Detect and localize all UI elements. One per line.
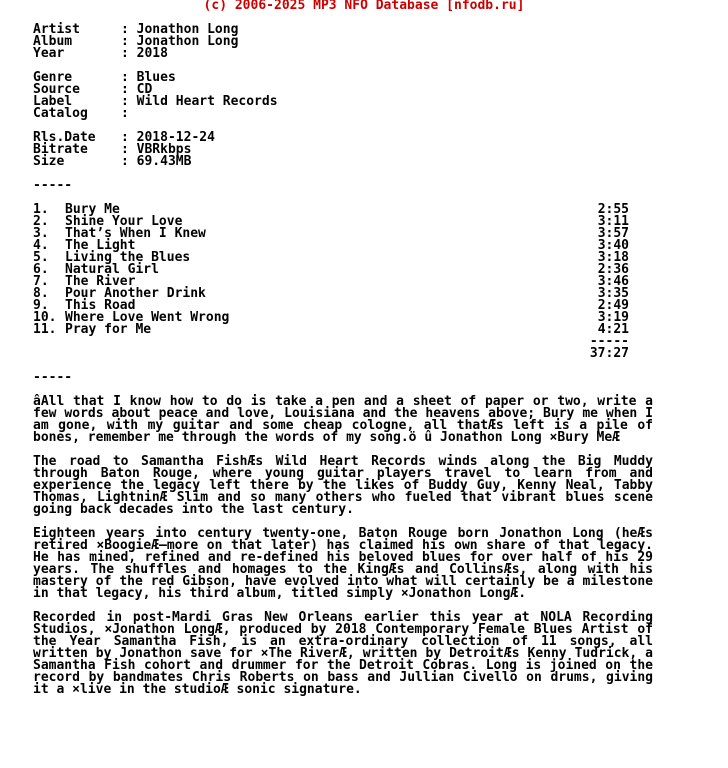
info-colon: : [121, 46, 137, 61]
total-time: 37:27 [589, 346, 629, 361]
info-key: Year [33, 46, 65, 61]
track-duration: 2:49 [597, 298, 629, 313]
source-info-group [33, 72, 673, 120]
info-colon: : [121, 142, 137, 157]
info-key: Source [33, 82, 80, 97]
info-key: Catalog [33, 106, 88, 121]
info-key: Artist [33, 22, 80, 37]
info-colon: : [121, 154, 137, 169]
track-number: 8. [33, 286, 49, 301]
description-paragraph: âAll that I know how to do is take a pen and a sheet of paper or two, write a few words about peace and love, Louisiana and the heavens above; Bury me when I am gone, with my guitar and some cheap cologne, all thatÆs left is a pile of bones, remember me through the words of my song.ö û Jonathon Long ×Bury MeÆ [33, 394, 653, 445]
release-info-group [33, 24, 673, 60]
track-duration: 3:57 [597, 226, 629, 241]
nfo-document [33, 24, 673, 696]
track-title: Natural Girl [65, 262, 159, 277]
info-key: Album [33, 34, 73, 49]
track-title: Living the Blues [65, 250, 191, 265]
track-number: 9. [33, 298, 49, 313]
info-key: Rls.Date [33, 130, 96, 145]
info-key: Label [33, 94, 73, 109]
info-key: Genre [33, 70, 73, 85]
description-paragraph: Eighteen years into century twenty-one, Baton Rouge born Jonathon Long (heÆs retired ×BoogieÆ—more on that later) has claimed his own share of that legacy. He has mined, refined and re-defined his beloved blues for over half of his 29 years. The shuffles and homages to the KingÆs and CollinsÆs, along with his mastery of the red Gibson, have evolved into what will certainly be a milestone in that legacy, his third album, titled simply ×Jonathon LongÆ. [33, 526, 653, 601]
section-separator: ----- [33, 370, 73, 385]
track-number: 7. [33, 274, 49, 289]
track-number: 3. [33, 226, 49, 241]
track-title: The Light [65, 238, 136, 253]
track-title: Where Love Went Wrong [65, 310, 230, 325]
track-number: 6. [33, 262, 49, 277]
section-separator: ----- [33, 178, 73, 193]
track-duration: 2:55 [597, 202, 629, 217]
track-title: Pour Another Drink [65, 286, 206, 301]
tracklist [33, 204, 673, 360]
info-value: Jonathon Long [136, 34, 239, 49]
track-number: 1. [33, 202, 49, 217]
track-title: Bury Me [65, 202, 120, 217]
info-colon: : [121, 94, 137, 109]
track-duration: 4:21 [597, 322, 629, 337]
track-title: Pray for Me [65, 322, 152, 337]
track-duration: 3:40 [597, 238, 629, 253]
track-duration: 3:18 [597, 250, 629, 265]
info-row-size [33, 156, 673, 168]
track-number: 5. [33, 250, 49, 265]
info-value: 2018-12-24 [136, 130, 215, 145]
info-value: Wild Heart Records [136, 94, 278, 109]
track-title: This Road [65, 298, 136, 313]
info-colon: : [121, 82, 137, 97]
description-paragraph: The road to Samantha FishÆs Wild Heart Records winds along the Big Muddy through Baton Rouge, where young guitar players travel to learn from and experience the legacy left there by the likes of Buddy Guy, Kenny Neal, Tabby Thomas, LightninÆ Slim and so many others who fueled that vibrant blues scene going back decades into the last century. [33, 454, 653, 517]
track-duration: 3:11 [597, 214, 629, 229]
track-title: Shine Your Love [65, 214, 183, 229]
track-row [33, 324, 673, 336]
site-banner[interactable]: (c) 2006-2025 MP3 NFO Database [nfodb.ru] [203, 0, 525, 13]
track-number: 2. [33, 214, 49, 229]
total-separator: ----- [589, 334, 629, 349]
info-value: Jonathon Long [136, 22, 239, 37]
description-paragraph: Recorded in post-Mardi Gras New Orleans earlier this year at NOLA Recording Studios, ×Jonathon LongÆ, produced by 2018 Contemporary Female Blues Artist of the Year Samantha Fish, is an extra-ordinary collection of 11 songs, all written by Jonathon save for ×The RiverÆ, written by DetroitÆs Kenny Tudrick, a Samantha Fish cohort and drummer for the Detroit Cobras. Long is joined on the record by bandmates Chris Roberts on bass and Jullian Civello on drums, giving it a ×live in the studioÆ sonic signature. [33, 610, 653, 697]
track-duration: 3:46 [597, 274, 629, 289]
info-row-year [33, 48, 673, 60]
total-separator-row [33, 336, 673, 348]
info-value: 69.43MB [136, 154, 192, 169]
track-duration: 3:35 [597, 286, 629, 301]
track-number: 4. [33, 238, 49, 253]
track-title: The River [65, 274, 136, 289]
info-value: 2018 [136, 46, 168, 61]
info-value: CD [136, 82, 153, 97]
info-colon: : [121, 22, 137, 37]
info-colon: : [121, 34, 137, 49]
info-colon: : [121, 70, 137, 85]
info-row-catalog [33, 108, 673, 120]
info-key: Size [33, 154, 65, 169]
track-number: 11. [33, 322, 57, 337]
file-info-group [33, 132, 673, 168]
track-duration: 3:19 [597, 310, 629, 325]
info-key: Bitrate [33, 142, 88, 157]
track-duration: 2:36 [597, 262, 629, 277]
info-value: VBRkbps [136, 142, 192, 157]
info-colon: : [121, 106, 137, 121]
total-time-row [33, 348, 673, 360]
track-title: That’s When I Knew [65, 226, 206, 241]
info-value: Blues [136, 70, 176, 85]
info-colon: : [121, 130, 137, 145]
track-number: 10. [33, 310, 57, 325]
